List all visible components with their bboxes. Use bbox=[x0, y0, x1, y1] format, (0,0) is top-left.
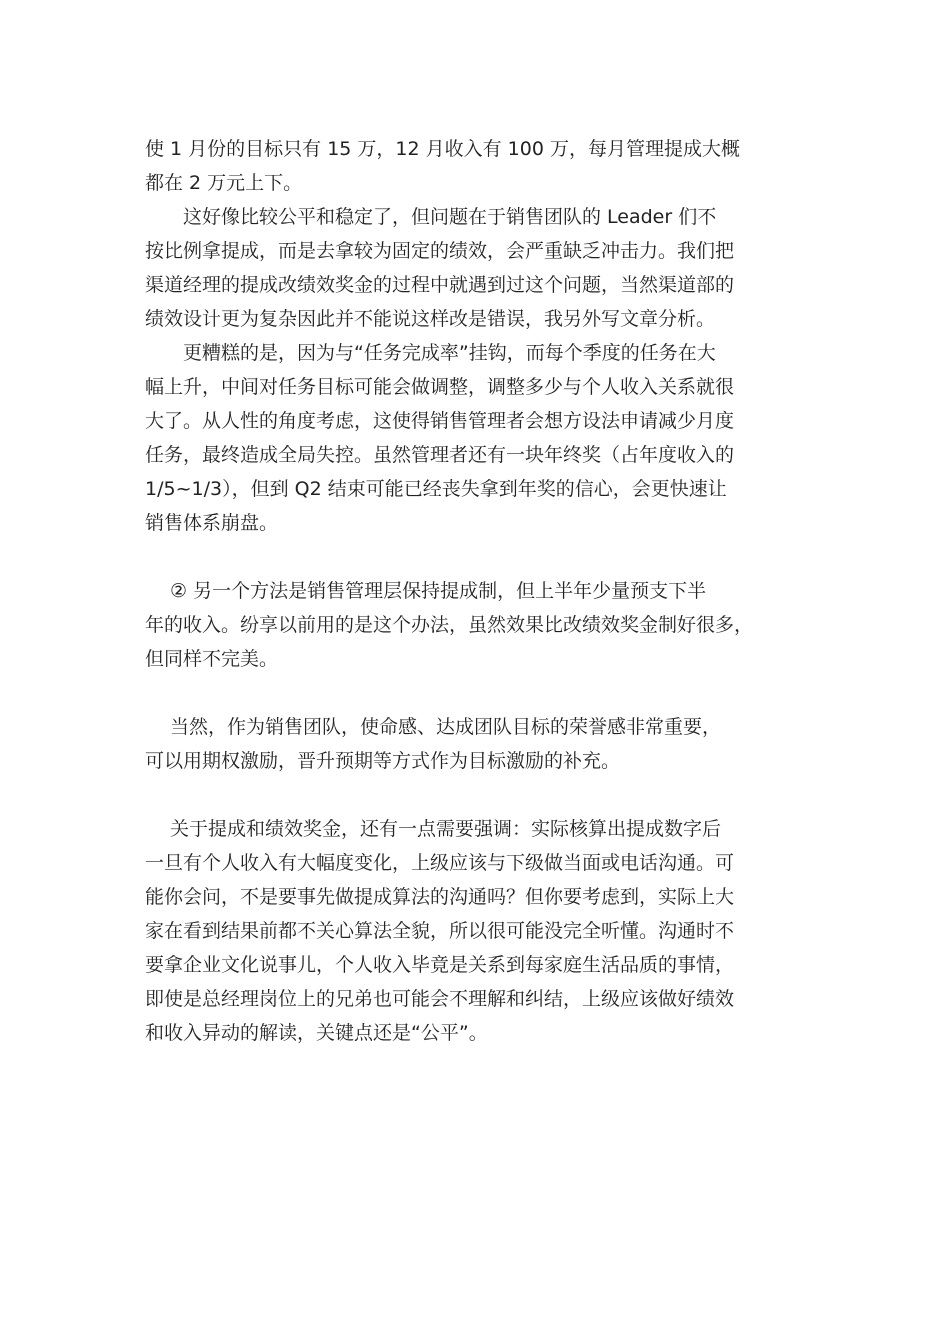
paragraph-spacer bbox=[145, 540, 817, 574]
text-line: 销售体系崩盘。 bbox=[145, 512, 279, 534]
document-body bbox=[145, 132, 817, 1050]
text-line: 家在看到结果前都不关心算法全貌，所以很可能没完全听懂。沟通时不 bbox=[145, 920, 735, 942]
text-line: 1/5~1/3），但到 Q2 结束可能已经丧失拿到年奖的信心，会更快速让 bbox=[145, 478, 727, 500]
text-line: 但同样不完美。 bbox=[145, 648, 279, 670]
text-line: ② 另一个方法是销售管理层保持提成制，但上半年少量预支下半 bbox=[145, 580, 707, 602]
text-line: 大了。从人性的角度考虑，这使得销售管理者会想方设法申请减少月度 bbox=[145, 410, 735, 432]
text-line: 幅上升，中间对任务目标可能会做调整，调整多少与个人收入关系就很 bbox=[145, 376, 735, 398]
text-line: 要拿企业文化说事儿，个人收入毕竟是关系到每家庭生活品质的事情， bbox=[145, 954, 735, 976]
text-line: 都在 2 万元上下。 bbox=[145, 172, 303, 194]
text-line: 按比例拿提成，而是去拿较为固定的绩效，会严重缺乏冲击力。我们把 bbox=[145, 240, 735, 262]
text-line: 绩效设计更为复杂因此并不能说这样改是错误，我另外写文章分析。 bbox=[145, 308, 716, 330]
text-line: 任务，最终造成全局失控。虽然管理者还有一块年终奖（占年度收入的 bbox=[145, 444, 735, 466]
text-line: 和收入异动的解读，关键点还是“公平”。 bbox=[145, 1022, 488, 1044]
paragraph-spacer bbox=[145, 676, 817, 710]
text-line: 一旦有个人收入有大幅度变化，上级应该与下级做当面或电话沟通。可 bbox=[145, 852, 735, 874]
text-line: 渠道经理的提成改绩效奖金的过程中就遇到过这个问题，当然渠道部的 bbox=[145, 274, 735, 296]
paragraph-spacer bbox=[145, 778, 817, 812]
text-line: 即使是总经理岗位上的兄弟也可能会不理解和纠结，上级应该做好绩效 bbox=[145, 988, 735, 1010]
text-line: 这好像比较公平和稳定了，但问题在于销售团队的 Leader 们不 bbox=[145, 206, 717, 228]
text-line: 可以用期权激励，晋升预期等方式作为目标激励的补充。 bbox=[145, 750, 621, 772]
text-line: 能你会问，不是要事先做提成算法的沟通吗？但你要考虑到，实际上大 bbox=[145, 886, 735, 908]
text-line: 当然，作为销售团队，使命感、达成团队目标的荣誉感非常重要， bbox=[145, 716, 722, 738]
text-line: 年的收入。纷享以前用的是这个办法，虽然效果比改绩效奖金制好很多， bbox=[145, 614, 754, 636]
text-line: 更糟糕的是，因为与“任务完成率”挂钩，而每个季度的任务在大 bbox=[145, 342, 716, 364]
text-line: 使 1 月份的目标只有 15 万，12 月收入有 100 万，每月管理提成大概 bbox=[145, 138, 740, 160]
text-line: 关于提成和绩效奖金，还有一点需要强调：实际核算出提成数字后 bbox=[145, 818, 722, 840]
